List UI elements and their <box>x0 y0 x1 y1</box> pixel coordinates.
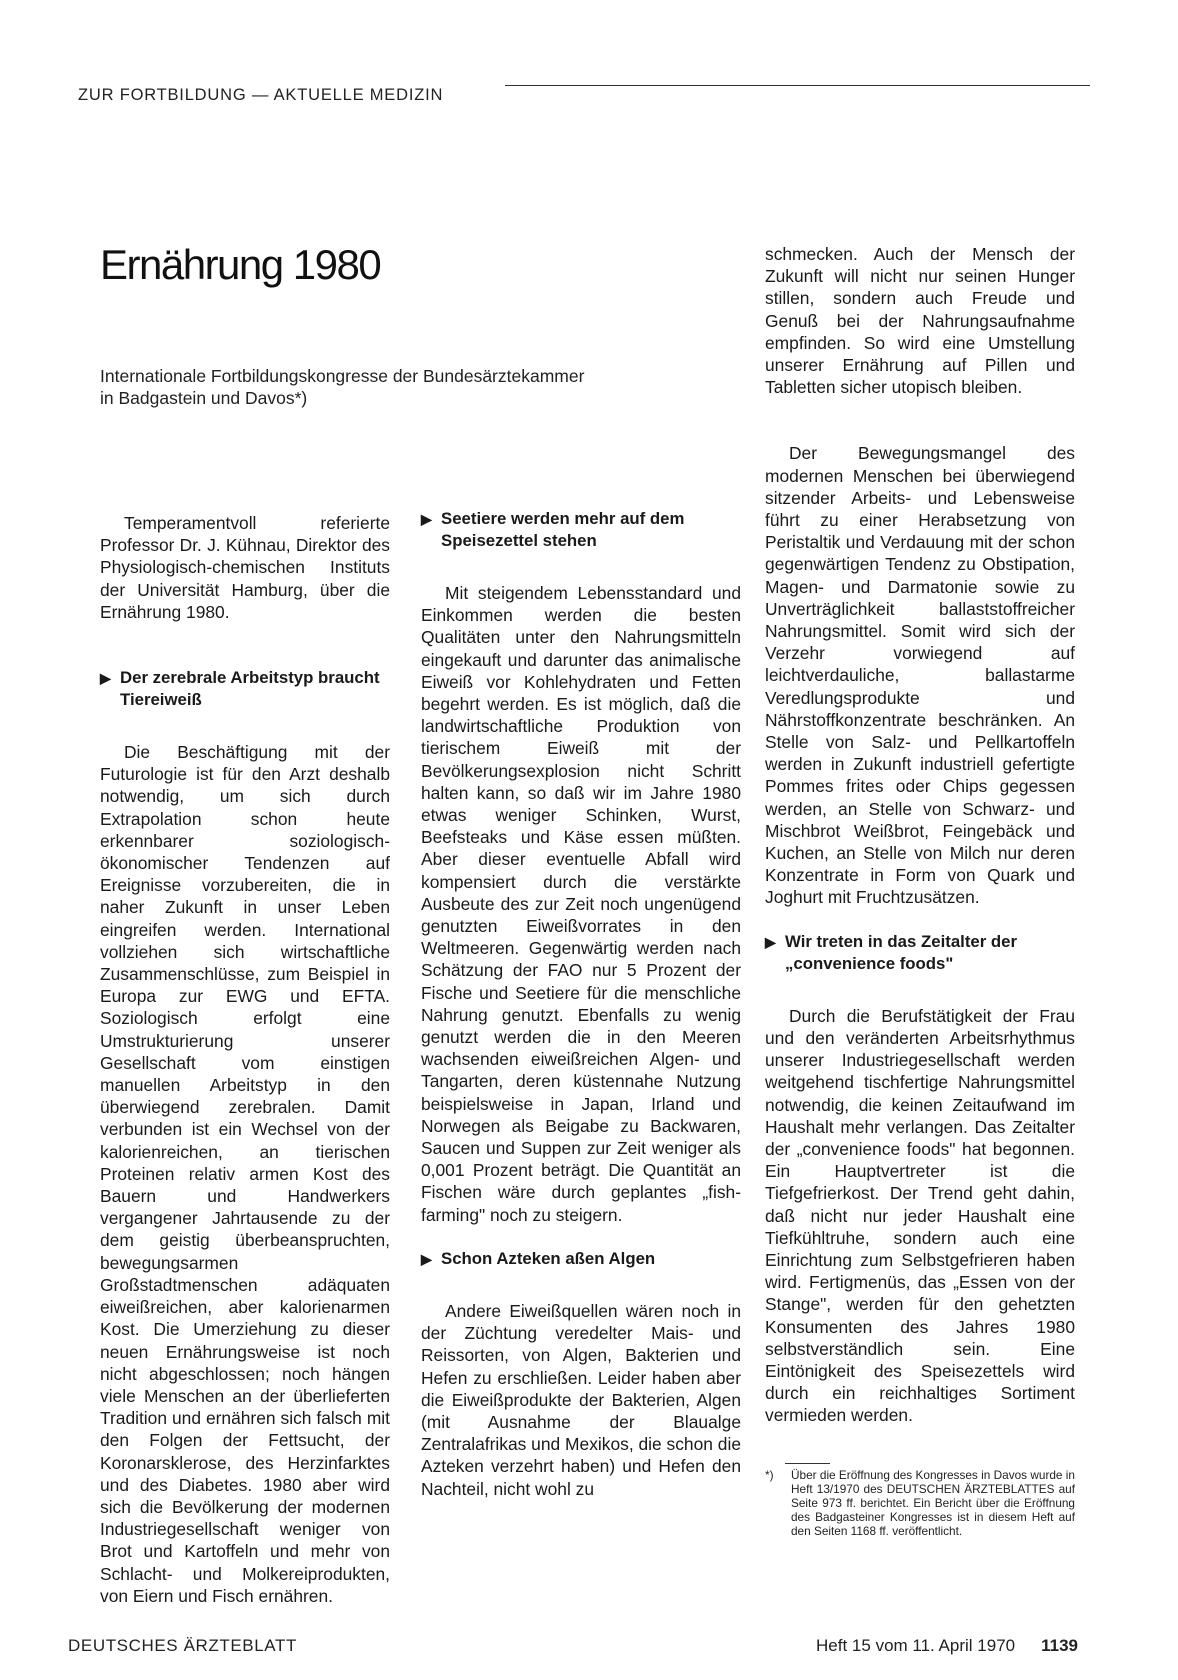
triangle-right-icon: ▶ <box>765 933 776 950</box>
subheading-text: Der zerebrale Arbeitstyp braucht Tiereiweiß <box>120 668 380 710</box>
subheading-text: Wir treten in das Zeitalter der „convenience foods" <box>785 931 1018 973</box>
issue-info: Heft 15 vom 11. April 1970 <box>816 1636 1016 1655</box>
header-rule <box>505 85 1090 86</box>
subheading-text: Seetiere werden mehr auf dem Speisezettel stehen <box>441 509 685 550</box>
page-number: 1139 <box>1041 1636 1078 1655</box>
article-title: Ernährung 1980 <box>100 241 381 288</box>
body-paragraph: Durch die Berufstätigkeit der Frau und den veränderten Arbeitsrhythmus unserer Industriegesellschaft werden weitgehend tischfertige Nahrungsmittel notwendig, die keinen Zeitaufwand im Haushalt mehr verlangen. Das Zeitalter der „convenience foods" hat begonnen. Ein Hauptvertreter ist die Tiefgefrierkost. Der Trend geht dahin, daß nicht nur jeder Haushalt eine Tiefkühltruhe, sondern auch eine Einrichtung zum Selbstgefrieren haben wird. Fertigmenüs, das „Essen von der Stange", werden für den gehetzten Konsumenten des Jahres 1980 selbstverständlich sein. Eine Eintönigkeit des Speisezettels wird durch ein reichhaltiges Sortiment vermieden werden. <box>765 1005 1075 1426</box>
subtitle-line-2: in Badgastein und Davos*) <box>100 388 308 408</box>
subtitle-line-1: Internationale Fortbildungskongresse der Bundesärztekammer <box>100 366 585 386</box>
subheading-convenience <box>765 931 1075 975</box>
column-2 <box>421 508 741 1500</box>
body-paragraph: Andere Eiweißquellen wären noch in der Züchtung veredelter Mais- und Reissorten, von Algen, Bakterien und Hefen zu erschließen. Leider haben aber die Eiweißprodukte der Bakterien, Algen (mit Ausnahme der Blaualge Zentralafrikas und Mexikos, die schon die Azteken verzehrt haben) und Hefen den Nachteil, nicht wohl zu <box>421 1300 741 1499</box>
subheading-text: Schon Azteken aßen Algen <box>441 1248 656 1268</box>
footnote-text: Über die Eröffnung des Kongresses in Davos wurde in Heft 13/1970 des DEUTSCHEN ÄRZTEBLATTES auf Seite 973 ff. berichtet. Ein Bericht über die Eröffnung des Badgasteiner Kongresses ist in diesem Heft auf den Seiten 1168 ff. veröffentlicht. <box>791 1468 1075 1538</box>
body-paragraph: Mit steigendem Lebensstandard und Einkommen werden die besten Qualitäten unter den Nahrungsmitteln eingekauft und darunter das animalische Eiweiß vor Kohlehydraten und Fetten begehrt werden. Es ist möglich, daß die landwirtschaftliche Produktion von tierischem Eiweiß mit der Bevölkerungsexplosion nicht Schritt halten kann, so daß wir im Jahre 1980 etwas weniger Schinken, Wurst, Beefsteaks und Käse essen müßten. Aber dieser eventuelle Abfall wird kompensiert durch die verstärkte Ausbeute des zur Zeit noch ungenügend genutzten Eiweißvorrates in den Weltmeeren. Gegenwärtig werden nach Schätzung der FAO nur 5 Prozent der Fische und Seetiere für die menschliche Nahrung genutzt. Ebenfalls zu wenig genutzt werden die in den Meeren wachsenden eiweißreichen Algen- und Tangarten, deren küstennahe Nutzung beispielsweise in Japan, Irland und Norwegen als Beigabe zu Backwaren, Saucen und Suppen zur Zeit weniger als 0,001 Prozent beträgt. Die Quantität an Fischen wäre durch geplantes „fish-farming" noch zu steigern. <box>421 583 741 1225</box>
footnote-mark: *) <box>765 1468 774 1482</box>
subheading-seetiere <box>421 508 741 552</box>
triangle-right-icon: ▶ <box>421 511 432 527</box>
column-1 <box>100 512 390 1607</box>
footer-issue <box>816 1636 1078 1656</box>
triangle-right-icon: ▶ <box>100 670 111 687</box>
intro-paragraph: Temperamentvoll referierte Professor Dr. J. Kühnau, Direktor des Physiologisch-chemischen Instituts der Universität Hamburg, über die Ernährung 1980. <box>100 513 390 622</box>
triangle-right-icon: ▶ <box>421 1250 432 1267</box>
body-paragraph: Der Bewegungsmangel des modernen Menschen bei überwiegend sitzender Arbeits- und Lebensweise führt zu einer Herabsetzung von Peristaltik und Verdauung mit der schon gegenwärtigen Tendenz zu Obstipation, Magen- und Darmatonie sowie zu Unverträglichkeit ballaststoffreicher Nahrungsmittel. Somit wird sich der Verzehr vorwiegend auf leichtverdauliche, ballastarme Veredlungsprodukte und Nährstoffkonzentrate beschränken. An Stelle von Salz- und Pellkartoffeln werden in Zukunft industriell gefertigte Pommes frites oder Chips gegessen werden, an Stelle von Schwarz- und Mischbrot Weißbrot, Feingebäck und Kuchen, an Stelle von Milch nur deren Konzentrate in Form von Quark und Joghurt mit Fruchtzusätzen. <box>765 443 1075 908</box>
continuation-paragraph: schmecken. Auch der Mensch der Zukunft will nicht nur seinen Hunger stillen, sondern auch Freude und Genuß bei der Nahrungsaufnahme empfinden. So wird eine Umstellung unserer Ernährung auf Pillen und Tabletten sicher utopisch bleiben. <box>765 244 1075 398</box>
section-header: ZUR FORTBILDUNG — AKTUELLE MEDIZIN <box>78 86 444 104</box>
subheading-zerebral <box>100 667 390 711</box>
subheading-azteken <box>421 1248 741 1270</box>
footnote <box>765 1463 1075 1538</box>
article-subtitle <box>100 365 700 409</box>
journal-name: DEUTSCHES ÄRZTEBLATT <box>68 1636 297 1655</box>
column-3 <box>765 243 1075 1427</box>
body-paragraph: Die Beschäftigung mit der Futurologie ist für den Arzt deshalb notwendig, um sich durch Extrapolation schon heute erkennbarer soziologisch-ökonomischer Tendenzen auf Ereignisse vorzubereiten, die in naher Zukunft in unser Leben eingreifen werden. International vollziehen sich wirtschaftliche Zusammenschlüsse, zum Beispiel in Europa zur EWG und EFTA. Soziologisch erfolgt eine Umstrukturierung unserer Gesellschaft vom einstigen manuellen Arbeitstyp in den überwiegend zerebralen. Damit verbunden ist ein Wechsel von der kalorienreichen, an tierischen Proteinen relativ armen Kost des Bauern und Handwerkers vergangener Jahrtausende zu der dem geistig überbeanspruchten, bewegungsarmen Großstadtmenschen adäquaten eiweißreichen, aber kalorienarmen Kost. Die Umerziehung zu dieser neuen Ernährungsweise ist noch nicht abgeschlossen; noch hängen viele Menschen an der überlieferten Tradition und ernähren sich falsch mit den Folgen der Fettsucht, der Koronarsklerose, des Herzinfarktes und des Diabetes. 1980 aber wird sich die Bevölkerung der modernen Industriegesellschaft weniger von Brot und Kartoffeln und mehr von Schlacht- und Molkereiprodukten, von Eiern und Fisch ernähren. <box>100 742 390 1606</box>
footnote-rule <box>785 1463 830 1464</box>
